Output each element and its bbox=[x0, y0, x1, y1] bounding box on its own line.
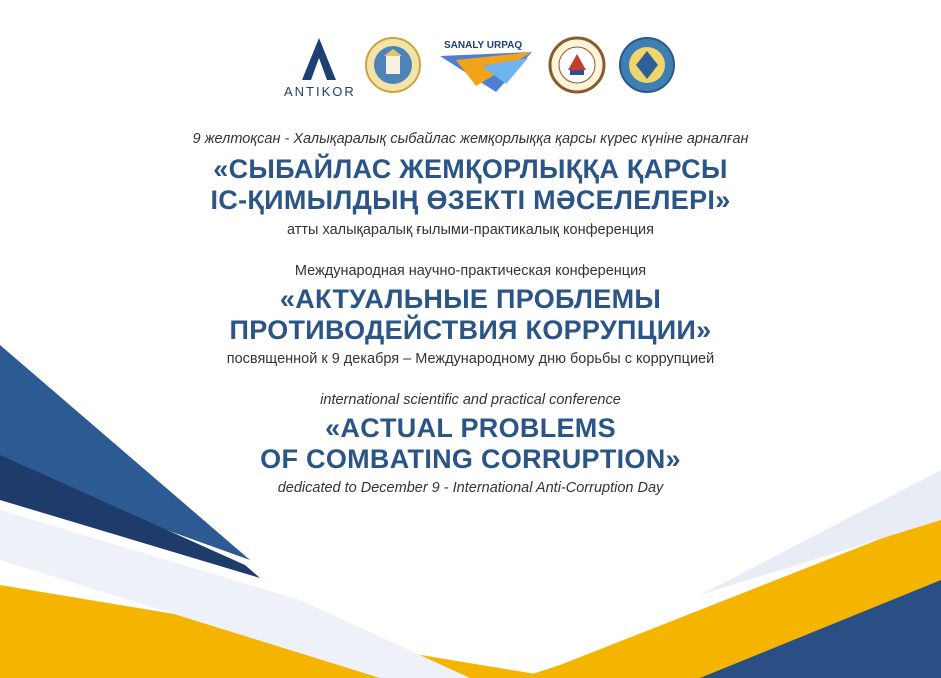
english-subtitle: dedicated to December 9 - International Anti-Corruption Day bbox=[277, 480, 664, 496]
antikor-logo bbox=[284, 36, 354, 100]
russian-subtitle: посвященной к 9 декабря – Международному дню борьбы с коррупцией bbox=[226, 351, 715, 367]
kazakh-title-line1: «СЫБАЙЛАС ЖЕМҚОРЛЫҚҚА ҚАРСЫ bbox=[213, 154, 728, 184]
russian-intro: Международная научно-практическая конференция bbox=[294, 263, 647, 279]
english-title-line1: «ACTUAL PROBLEMS bbox=[325, 413, 616, 443]
police-academy-emblem-icon bbox=[618, 36, 676, 94]
english-intro: international scientific and practical conference bbox=[320, 392, 621, 408]
russian-title-line2: ПРОТИВОДЕЙСТВИЯ КОРРУПЦИИ» bbox=[229, 315, 712, 345]
antikor-a-icon bbox=[284, 36, 354, 82]
kazakh-subtitle: атты халықаралық ғылыми-практикалық конференция bbox=[287, 222, 654, 238]
antikor-label: ANTIKOR bbox=[284, 84, 356, 99]
sanaly-urpaq-label: SANALY URPAQ bbox=[444, 40, 523, 51]
english-title-line2: OF COMBATING CORRUPTION» bbox=[260, 444, 681, 474]
academy-seal-icon bbox=[548, 36, 606, 94]
russian-title-line1: «АКТУАЛЬНЫЕ ПРОБЛЕМЫ bbox=[279, 284, 662, 314]
sanaly-urpaq-logo bbox=[436, 36, 536, 94]
kazakh-title-line2: ІС-ҚИМЫЛДЫҢ ӨЗЕКТІ МӘСЕЛЕЛЕРІ» bbox=[210, 185, 731, 215]
partner-logos bbox=[0, 36, 941, 100]
university-emblem-icon bbox=[364, 36, 422, 94]
kazakh-intro: 9 желтоқсан - Халықаралық сыбайлас жемқорлыққа қарсы күрес күніне арналған bbox=[192, 131, 749, 147]
